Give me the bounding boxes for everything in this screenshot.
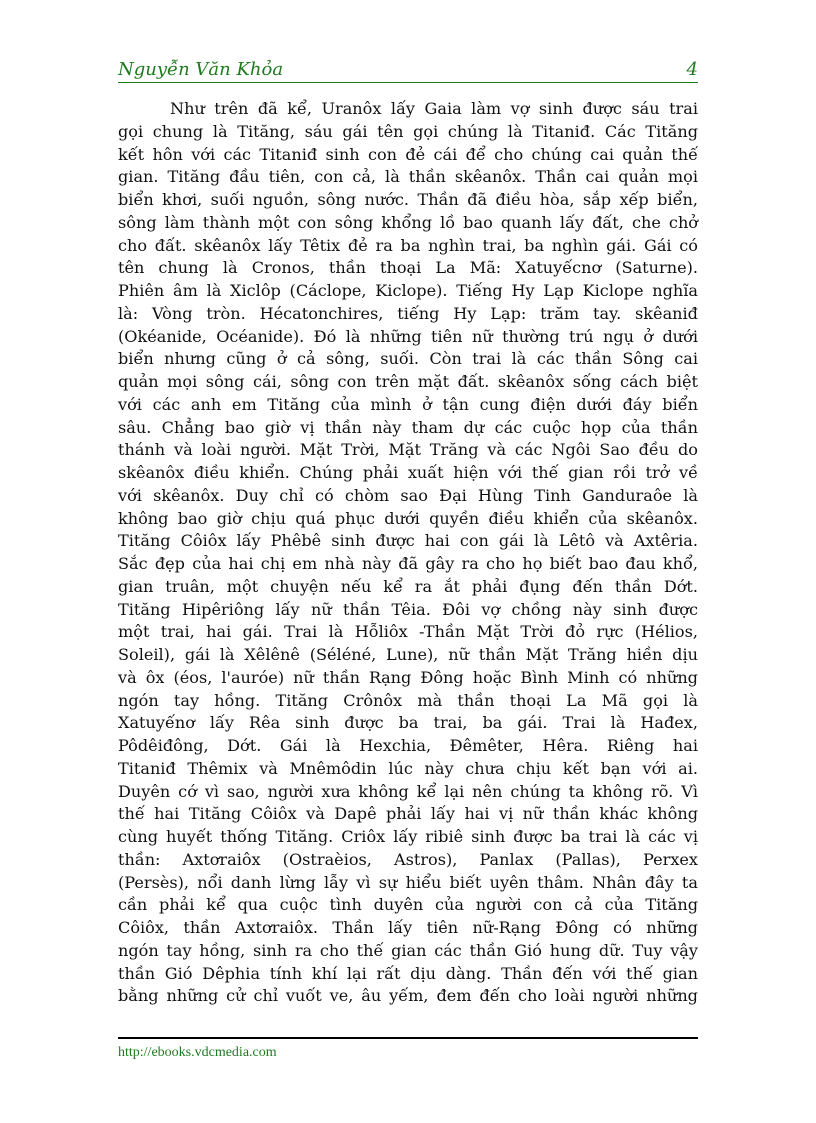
text-line: Như trên đã kể, Uranôx lấy Gaia làm vợ sinh được sáu trai [170,99,698,118]
text-line: cần phải kể qua cuộc tình duyên của người con cả của Tităng [118,895,698,915]
page-header [118,58,698,83]
text-line: Côiôx, thần Axtơraiôx. Thần lấy tiên nữ-Rạng Đông có những [118,918,698,937]
text-line: Sắc đẹp của hai chị em nhà này đã gây ra cho họ biết bao đau khổ, [118,554,698,573]
text-line: (Okéanide, Océanide). Đó là những tiên nữ thường trú ngụ ở dưới [118,326,698,346]
text-line: biển khơi, suối nguồn, sông nước. Thần đã điều hòa, sắp xếp biển, [118,190,698,209]
text-line: bằng những cử chỉ vuốt ve, âu yếm, đem đến cho loài người những [118,986,698,1006]
text-line: cho đất. skêanôx lấy Têtix đẻ ra ba nghìn trai, ba nghìn gái. Gái có [118,235,698,255]
text-line: Soleil), gái là Xêlênê (Séléné, Lune), nữ thần Mặt Trăng hiền dịu [118,645,698,664]
text-line: Phiên âm là Xiclôp (Cáclope, Kiclope). Tiếng Hy Lạp Kiclope nghĩa [118,281,698,300]
text-line: biển nhưng cũng ở cả sông, suối. Còn trai là các thần Sông cai [118,349,698,369]
text-line: (Persès), nổi danh lừng lẫy vì sự hiểu biết uyên thâm. Nhân đây ta [118,872,698,892]
text-line: sâu. Chẳng bao giờ vị thần này tham dự các cuộc họp của thần [118,417,698,437]
text-line: cùng huyết thống Tităng. Criôx lấy ribiê sinh được ba trai là các vị [118,827,698,846]
text-line: gọi chung là Tităng, sáu gái tên gọi chúng là Titaniđ. Các Tităng [118,121,698,141]
text-line: ngón tay hồng, sinh ra cho thế gian các thần Gió hung dữ. Tuy vậy [118,940,698,960]
text-line: là: Vòng tròn. Hécatonchires, tiếng Hy Lạp: trăm tay. skêaniđ [118,303,698,323]
text-line: không bao giờ chịu quá phục dưới quyền điều khiển của skêanôx. [118,508,698,528]
text-line: tên chung là Cronos, thần thoại La Mã: Xatuyếcnơ (Saturne). [118,258,698,278]
text-line: Tităng Hipêriông lấy nữ thần Têia. Đôi vợ chồng này sinh được [118,599,698,619]
text-line: Tităng Côiôx lấy Phêbê sinh được hai con gái là Lêtô và Axtêria. [118,531,698,551]
text-line: skêanôx điều khiển. Chúng phải xuất hiện với thế gian rồi trở về [118,463,698,482]
text-line: với skêanôx. Duy chỉ có chòm sao Đại Hùng Tinh Ganduraôe là [118,485,698,505]
text-line: Xatuyếnơ lấy Rêa sinh được ba trai, ba gái. Trai là Hađex, [118,713,698,733]
text-line: thánh và loài người. Mặt Trời, Mặt Trăng và các Ngôi Sao đều do [118,440,698,460]
text-line: Titaniđ Thêmix và Mnêmôdin lúc này chưa chịu kết bạn với ai. [118,758,698,778]
text-line: thần: Axtơraiôx (Ostraèios, Astros), Panlax (Pallas), Perxex [118,849,698,869]
text-line: kết hôn với các Titaniđ sinh con đẻ cái để cho chúng cai quản thế [118,144,698,164]
text-line: Duyên cớ vì sao, người xưa không kể lại nên chúng ta không rõ. Vì [118,781,698,801]
text-line: sông làm thành một con sông khổng lồ bao quanh lấy đất, che chở [118,212,698,232]
text-line: thế hai Tităng Côiôx và Dapê phải lấy hai vị nữ thần khác không [118,804,698,824]
footer-divider [118,1037,698,1039]
text-line: Pôdêiđông, Dớt. Gái là Hexchia, Đêmêter, Hêra. Riêng hai [118,736,698,755]
text-line: với các anh em Tităng của mình ở tận cung điện dưới đáy biển [118,394,698,414]
body-text [118,98,698,1008]
footer-url[interactable]: http://ebooks.vdcmedia.com [118,1045,277,1060]
page-number: 4 [686,59,698,80]
text-line: quản mọi sông cái, sông con trên mặt đất. skêanôx sống cách biệt [118,372,698,391]
text-line: ngón tay hồng. Tităng Crônôx mà thần thoại La Mã gọi là [118,690,698,710]
header-author: Nguyễn Văn Khỏa [118,59,284,80]
text-line: gian. Tităng đầu tiên, con cả, là thần skêanôx. Thần cai quản mọi [118,167,698,187]
text-line: một trai, hai gái. Trai là Hỗliôx -Thần Mặt Trời đỏ rực (Hélios, [118,622,698,642]
text-line: gian truân, một chuyện nếu kể ra ắt phải đụng đến thần Dớt. [118,576,698,596]
text-line: và ôx (éos, l'auróe) nữ thần Rạng Đông hoặc Bình Minh có những [118,667,698,687]
text-line: thần Gió Dêphia tính khí lại rất dịu dàng. Thần đến với thế gian [118,963,698,983]
